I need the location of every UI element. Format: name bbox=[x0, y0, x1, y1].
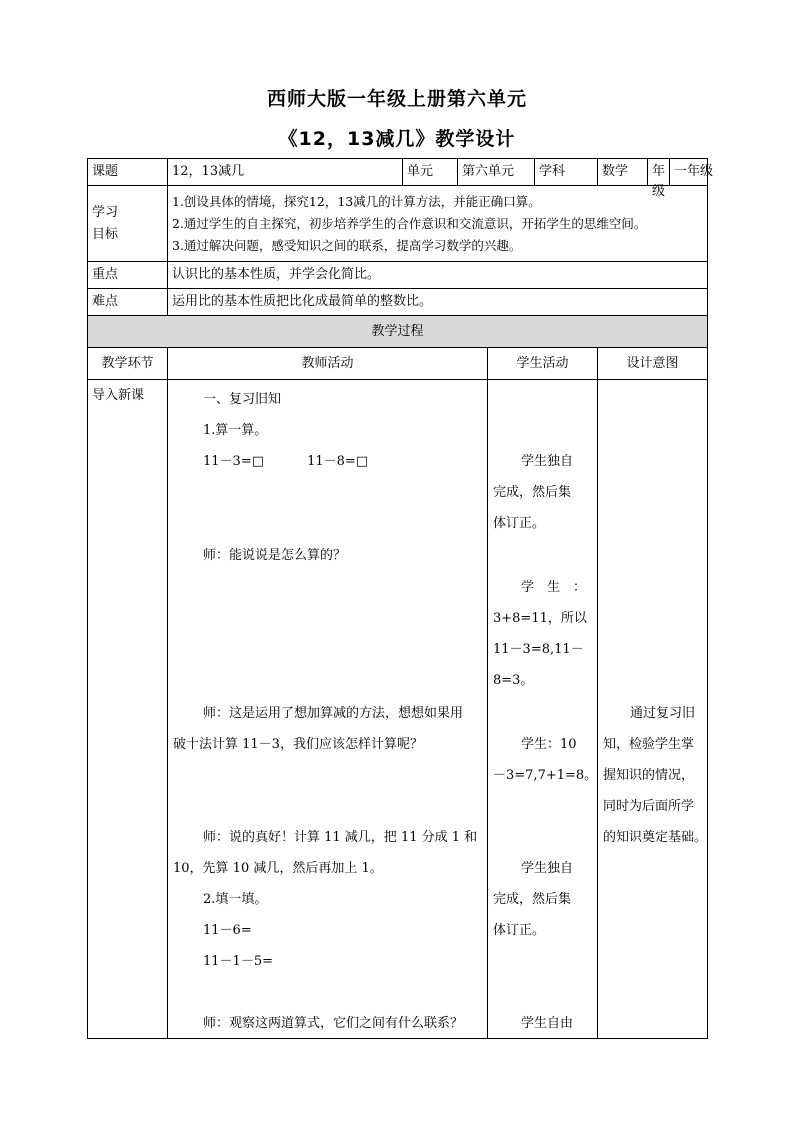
grade-label: 年级 bbox=[652, 164, 666, 199]
subject-value: 数学 bbox=[598, 159, 648, 186]
student-line: 8=3。 bbox=[493, 673, 534, 688]
teacher-line: 10，先算 10 减几，然后再加上 1。 bbox=[173, 861, 383, 876]
student-line: 11－3=8,11－ bbox=[493, 642, 584, 657]
design-intent bbox=[598, 380, 708, 1039]
goal-item: 2.通过学生的自主探究，初步培养学生的合作意识和交流意识，开拓学生的思维空间。 bbox=[172, 215, 647, 231]
teacher-line: 师：观察这两道算式，它们之间有什么联系？ bbox=[203, 1016, 464, 1031]
intent-line: 握知识的情况， bbox=[603, 768, 695, 783]
student-line: 体订正。 bbox=[493, 923, 546, 938]
col-header-intent: 设计意图 bbox=[598, 348, 708, 380]
col-header-teacher: 教师活动 bbox=[168, 348, 488, 380]
teacher-line: 1.算一算。 bbox=[203, 423, 268, 438]
goals-list bbox=[168, 186, 708, 262]
goal-item: 3.通过解决问题，感受知识之间的联系，提高学习数学的兴趣。 bbox=[172, 237, 522, 253]
student-line: 学生独自 bbox=[521, 861, 574, 876]
grade-cell bbox=[648, 159, 714, 199]
topic-value: 12，13减几 bbox=[168, 159, 403, 186]
student-activity bbox=[488, 380, 598, 1039]
key-point-text: 认识比的基本性质，并学会化简比。 bbox=[168, 262, 708, 289]
info-row bbox=[88, 159, 708, 186]
difficulty-text: 运用比的基本性质把比化成最简单的整数比。 bbox=[168, 289, 708, 316]
unit-label: 单元 bbox=[403, 159, 458, 186]
student-line: 学 生 ： bbox=[521, 580, 587, 595]
teacher-line: 11－3=□ 11－8=□ bbox=[203, 454, 369, 469]
key-point-label: 重点 bbox=[88, 262, 168, 289]
stage-cell: 导入新课 bbox=[88, 380, 168, 1039]
student-line: 学生：10 bbox=[521, 737, 577, 752]
goals-label: 学习 目标 bbox=[88, 186, 168, 262]
student-line: 完成，然后集 bbox=[493, 485, 572, 500]
student-line: －3=7,7+1=8。 bbox=[493, 768, 598, 783]
student-line: 体订正。 bbox=[493, 516, 546, 531]
key-point-row bbox=[88, 262, 708, 289]
teacher-activity bbox=[168, 380, 488, 1039]
intent-line: 通过复习旧 bbox=[630, 706, 696, 721]
teacher-line: 师：能说说是怎么算的？ bbox=[203, 548, 347, 563]
col-header-stage: 教学环节 bbox=[88, 348, 168, 380]
process-body-row bbox=[88, 380, 708, 1039]
difficulty-row bbox=[88, 289, 708, 316]
goal-item: 1.创设具体的情境，探究12，13减几的计算方法，并能正确口算。 bbox=[172, 193, 541, 209]
unit-value: 第六单元 bbox=[458, 159, 535, 186]
document-title: 西师大版一年级上册第六单元 bbox=[266, 88, 527, 110]
teacher-line: 2.填一填。 bbox=[203, 892, 268, 907]
intent-line: 的知识奠定基础。 bbox=[603, 830, 708, 845]
process-header: 教学过程 bbox=[88, 316, 708, 348]
process-header-row bbox=[88, 316, 708, 348]
student-line: 学生独自 bbox=[521, 454, 574, 469]
student-line: 学生自由 bbox=[521, 1016, 574, 1031]
teacher-line: 师：这是运用了想加算减的方法，想想如果用 bbox=[203, 706, 464, 721]
grade-value: 一年级 bbox=[669, 159, 717, 185]
topic-label: 课题 bbox=[88, 159, 168, 186]
student-line: 3+8=11，所以 bbox=[493, 611, 587, 626]
goals-row bbox=[88, 186, 708, 262]
difficulty-label: 难点 bbox=[88, 289, 168, 316]
lesson-plan-table bbox=[87, 158, 714, 1039]
teacher-line: 11－1－5= bbox=[203, 954, 273, 969]
student-line: 完成，然后集 bbox=[493, 892, 572, 907]
teacher-line: 一、复习旧知 bbox=[203, 392, 282, 407]
col-header-student: 学生活动 bbox=[488, 348, 598, 380]
teacher-line: 11－6= bbox=[203, 923, 252, 938]
intent-line: 同时为后面所学 bbox=[603, 799, 695, 814]
column-header-row bbox=[88, 348, 708, 380]
intent-line: 知，检验学生掌 bbox=[603, 737, 695, 752]
document-subtitle: 《12，13减几》教学设计 bbox=[278, 128, 516, 150]
teacher-line: 破十法计算 11－3，我们应该怎样计算呢？ bbox=[173, 737, 423, 752]
subject-label: 学科 bbox=[535, 159, 598, 186]
teacher-line: 师：说的真好！计算 11 减几，把 11 分成 1 和 bbox=[203, 830, 478, 845]
